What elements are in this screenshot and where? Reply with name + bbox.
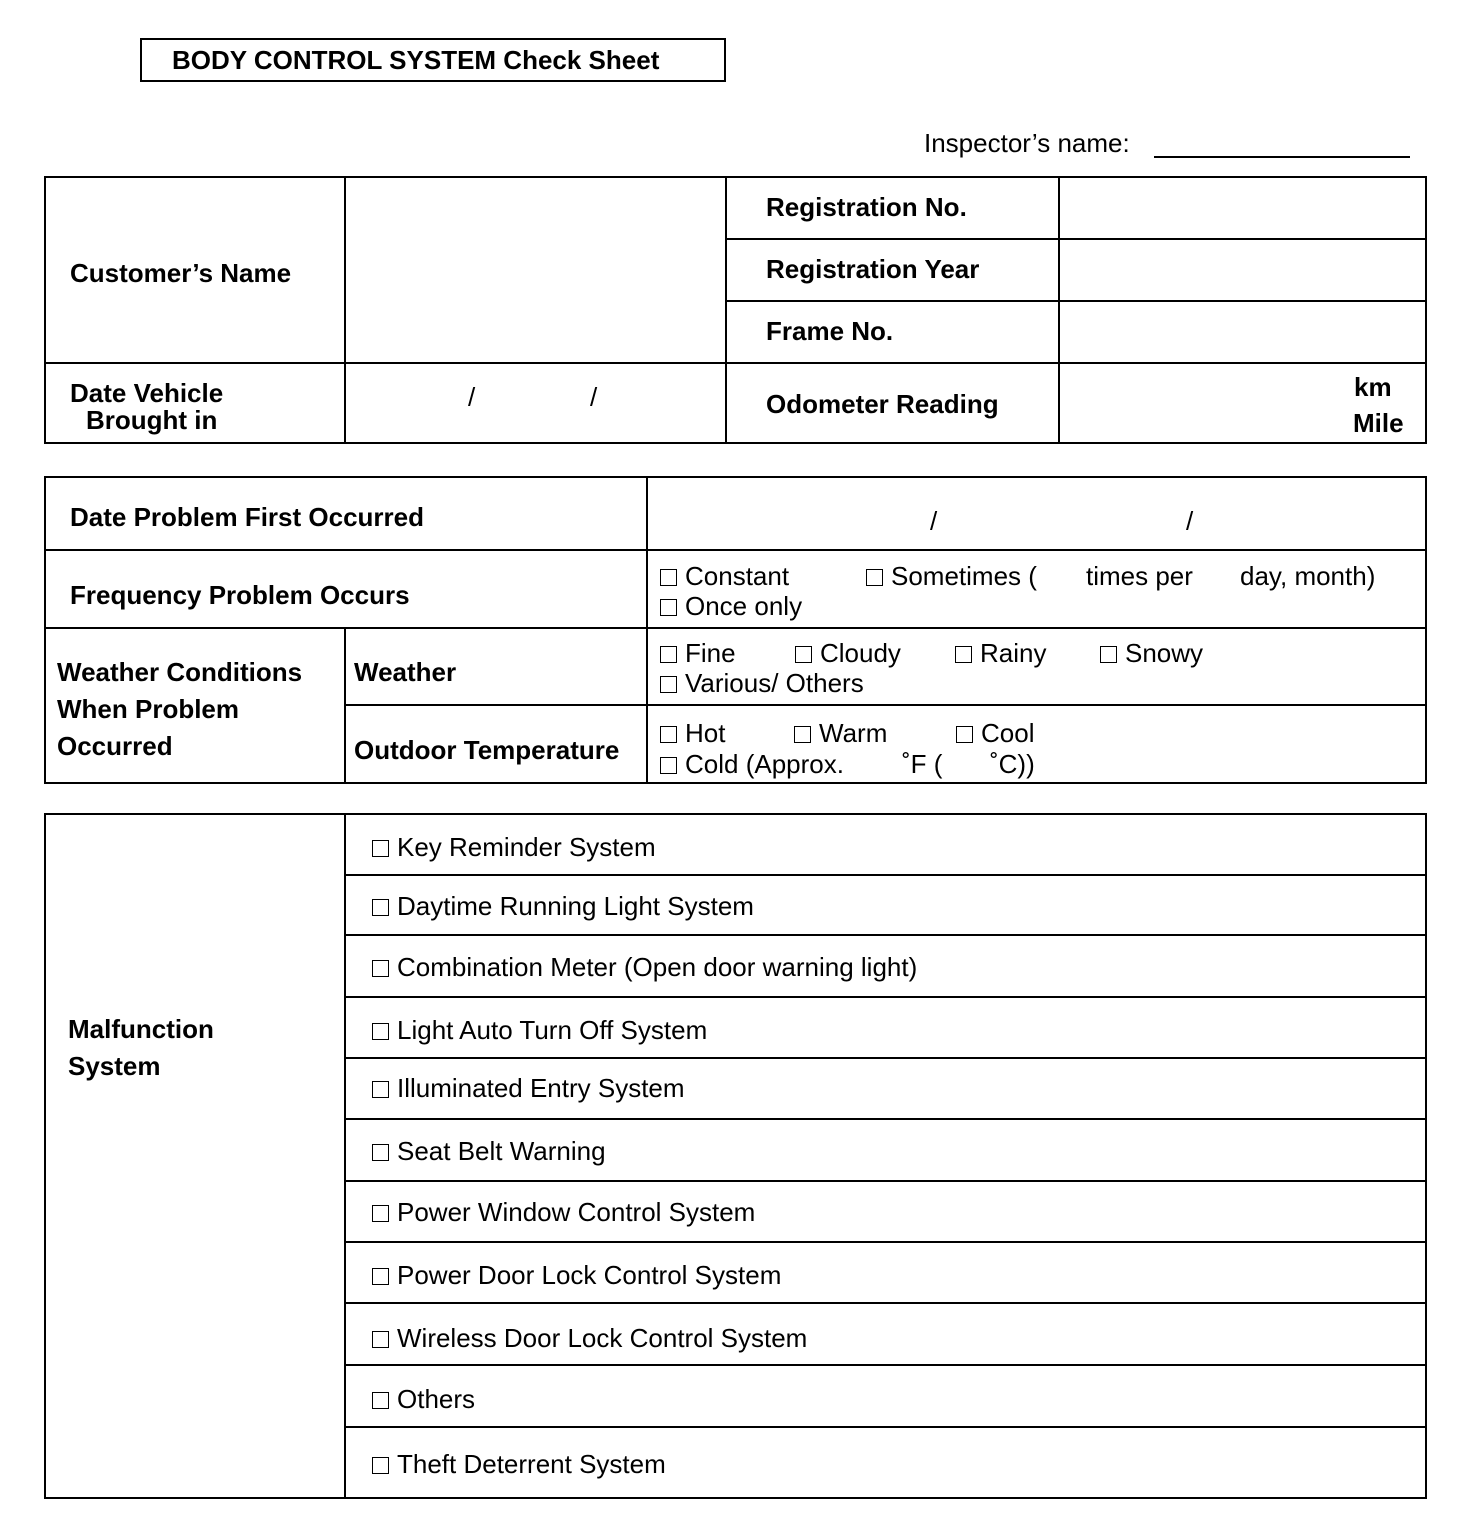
day-month-text: day, month) — [1240, 561, 1376, 591]
date-separator: / — [1186, 506, 1194, 536]
checkbox[interactable] — [372, 840, 389, 857]
temperature-warm-option[interactable]: Warm — [794, 718, 887, 749]
weather-snowy-option[interactable]: Snowy — [1100, 638, 1203, 669]
malfunction-option[interactable]: Power Door Lock Control System — [372, 1260, 781, 1291]
checkbox[interactable] — [660, 676, 677, 693]
checkbox[interactable] — [660, 757, 677, 774]
frequency-sometimes-option[interactable]: Sometimes ( — [866, 561, 1037, 592]
unit-mile[interactable]: Mile — [1353, 408, 1404, 438]
customer-name-field[interactable] — [348, 180, 723, 360]
checkbox[interactable] — [794, 726, 811, 743]
frequency-once-option[interactable]: Once only — [660, 591, 802, 622]
date-separator: / — [930, 506, 938, 536]
frame-no-label: Frame No. — [766, 316, 894, 346]
degree-c-text: ˚C)) — [990, 749, 1035, 779]
registration-year-field[interactable] — [1062, 242, 1422, 298]
checkbox[interactable] — [372, 960, 389, 977]
malfunction-option[interactable]: Wireless Door Lock Control System — [372, 1323, 807, 1354]
checkbox[interactable] — [1100, 646, 1117, 663]
checkbox[interactable] — [372, 1081, 389, 1098]
checkbox[interactable] — [866, 569, 883, 586]
checkbox[interactable] — [372, 1457, 389, 1474]
weather-conditions-label-line2: When Problem — [57, 694, 240, 724]
checkbox[interactable] — [372, 1205, 389, 1222]
registration-no-field[interactable] — [1062, 180, 1422, 236]
outdoor-temperature-label: Outdoor Temperature — [354, 735, 620, 765]
malfunction-option[interactable]: Others — [372, 1384, 475, 1415]
weather-fine-option[interactable]: Fine — [660, 638, 736, 669]
checkbox[interactable] — [660, 599, 677, 616]
malfunction-option[interactable]: Key Reminder System — [372, 832, 656, 863]
malfunction-option[interactable]: Power Window Control System — [372, 1197, 755, 1228]
malfunction-label-line1: Malfunction — [68, 1014, 214, 1044]
inspector-name-field[interactable] — [1154, 156, 1410, 158]
checkbox[interactable] — [372, 1144, 389, 1161]
checkbox[interactable] — [372, 1331, 389, 1348]
temperature-cold-option[interactable]: Cold (Approx. — [660, 749, 844, 780]
checkbox[interactable] — [660, 646, 677, 663]
frequency-label: Frequency Problem Occurs — [70, 580, 410, 610]
frame-no-field[interactable] — [1062, 304, 1422, 360]
date-first-occurred-label: Date Problem First Occurred — [70, 502, 424, 532]
malfunction-option[interactable]: Daytime Running Light System — [372, 891, 754, 922]
malfunction-option[interactable]: Theft Deterrent System — [372, 1449, 666, 1480]
date-brought-label-line1: Date Vehicle — [70, 378, 224, 408]
date-brought-label-line2: Brought in — [86, 405, 218, 435]
checkbox[interactable] — [372, 1392, 389, 1409]
malfunction-option[interactable]: Illuminated Entry System — [372, 1073, 685, 1104]
checkbox[interactable] — [660, 726, 677, 743]
unit-km[interactable]: km — [1354, 372, 1392, 402]
customer-name-label: Customer’s Name — [70, 258, 292, 288]
registration-no-label: Registration No. — [766, 192, 967, 222]
inspector-label: Inspector’s name: — [924, 128, 1130, 158]
date-separator: / — [590, 382, 598, 412]
checkbox[interactable] — [372, 1023, 389, 1040]
malfunction-label-line2: System — [68, 1051, 161, 1081]
times-per-text: times per — [1086, 561, 1193, 591]
malfunction-option[interactable]: Combination Meter (Open door warning light) — [372, 952, 917, 983]
weather-others-option[interactable]: Various/ Others — [660, 668, 864, 699]
malfunction-option[interactable]: Light Auto Turn Off System — [372, 1015, 707, 1046]
weather-label: Weather — [354, 657, 457, 687]
checkbox[interactable] — [795, 646, 812, 663]
checkbox[interactable] — [660, 569, 677, 586]
checkbox[interactable] — [372, 1268, 389, 1285]
checkbox[interactable] — [955, 646, 972, 663]
temperature-hot-option[interactable]: Hot — [660, 718, 725, 749]
sheet-title: BODY CONTROL SYSTEM Check Sheet — [140, 38, 726, 82]
weather-conditions-label-line1: Weather Conditions — [57, 657, 303, 687]
frequency-constant-option[interactable]: Constant — [660, 561, 789, 592]
checkbox[interactable] — [372, 899, 389, 916]
checkbox[interactable] — [956, 726, 973, 743]
temperature-cool-option[interactable]: Cool — [956, 718, 1034, 749]
weather-conditions-label-line3: Occurred — [57, 731, 173, 761]
weather-rainy-option[interactable]: Rainy — [955, 638, 1046, 669]
registration-year-label: Registration Year — [766, 254, 980, 284]
odometer-label: Odometer Reading — [766, 389, 999, 419]
weather-cloudy-option[interactable]: Cloudy — [795, 638, 901, 669]
date-separator: / — [468, 382, 476, 412]
degree-f-text: ˚F ( — [902, 749, 943, 779]
malfunction-option[interactable]: Seat Belt Warning — [372, 1136, 606, 1167]
